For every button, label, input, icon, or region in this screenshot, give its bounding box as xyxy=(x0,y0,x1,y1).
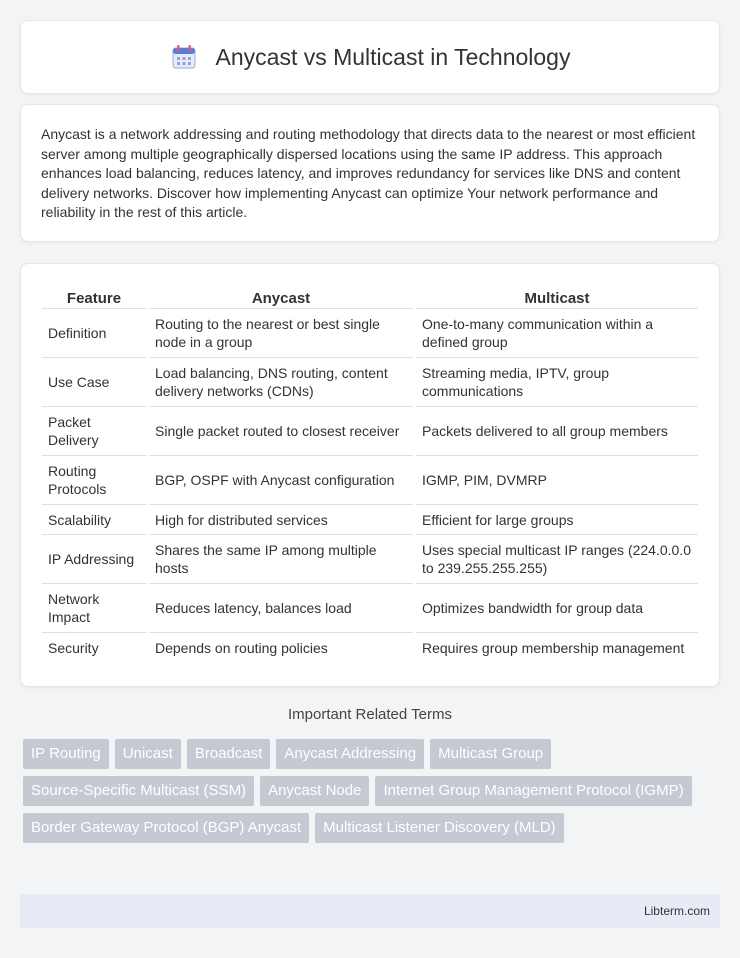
feature-cell: Security xyxy=(48,640,99,656)
anycast-cell: Single packet routed to closest receiver xyxy=(149,407,413,456)
feature-cell: Packet Delivery xyxy=(42,407,146,456)
tag-anycast-node[interactable]: Anycast Node xyxy=(260,776,369,806)
tag-mld[interactable]: Multicast Listener Discovery (MLD) xyxy=(315,813,564,843)
intro-text: Anycast is a network addressing and routing methodology that directs data to the nearest or most efficient server among multiple geographically dispersed locations using the same IP address. This approach enhances load balancing, reduces latency, and improves redundancy for services like DNS and content delivery networks. Discover how implementing Anycast can optimize Your network performance and reliability in the rest of this article. xyxy=(41,126,696,221)
multicast-cell: Packets delivered to all group members xyxy=(416,407,698,456)
feature-cell: Definition xyxy=(42,309,146,358)
table-row xyxy=(42,535,698,584)
anycast-cell: Reduces latency, balances load xyxy=(149,584,413,633)
title-card xyxy=(20,20,720,94)
tag-bgp-anycast[interactable]: Border Gateway Protocol (BGP) Anycast xyxy=(23,813,309,843)
page-title: Anycast vs Multicast in Technology xyxy=(215,43,571,70)
footer xyxy=(20,894,720,928)
intro-card xyxy=(20,104,720,242)
multicast-cell: Requires group membership management xyxy=(422,640,685,656)
tag-ip-routing[interactable]: IP Routing xyxy=(23,739,109,769)
table-row xyxy=(42,633,698,663)
anycast-cell: Routing to the nearest or best single node in a group xyxy=(149,309,413,358)
multicast-cell: Streaming media, IPTV, group communications xyxy=(416,358,698,407)
tag-ssm[interactable]: Source-Specific Multicast (SSM) xyxy=(23,776,254,806)
comparison-table xyxy=(39,282,701,663)
feature-cell: Scalability xyxy=(42,505,146,535)
anycast-cell: High for distributed services xyxy=(149,505,413,535)
table-header-row xyxy=(42,282,698,309)
multicast-cell: Efficient for large groups xyxy=(416,505,698,535)
multicast-cell: One-to-many communication within a defined group xyxy=(416,309,698,358)
table-row xyxy=(42,456,698,505)
table-row xyxy=(42,358,698,407)
multicast-cell: Optimizes bandwidth for group data xyxy=(416,584,698,633)
anycast-cell: Shares the same IP among multiple hosts xyxy=(149,535,413,584)
anycast-cell: Depends on routing policies xyxy=(155,640,328,656)
anycast-cell: Load balancing, DNS routing, content delivery networks (CDNs) xyxy=(149,358,413,407)
anycast-cell: BGP, OSPF with Anycast configuration xyxy=(149,456,413,505)
table-row xyxy=(42,309,698,358)
header-anycast: Anycast xyxy=(149,282,413,309)
feature-cell: Network Impact xyxy=(42,584,146,633)
multicast-cell: Uses special multicast IP ranges (224.0.0.0 to 239.255.255.255) xyxy=(416,535,698,584)
feature-cell: Use Case xyxy=(42,358,146,407)
tag-unicast[interactable]: Unicast xyxy=(115,739,181,769)
header-feature: Feature xyxy=(42,282,146,309)
table-row xyxy=(42,584,698,633)
tag-anycast-addressing[interactable]: Anycast Addressing xyxy=(276,739,424,769)
calendar-icon xyxy=(170,43,198,71)
tag-multicast-group[interactable]: Multicast Group xyxy=(430,739,551,769)
feature-cell: IP Addressing xyxy=(42,535,146,584)
footer-site-link[interactable]: Libterm.com xyxy=(643,904,710,918)
tag-broadcast[interactable]: Broadcast xyxy=(187,739,271,769)
table-row xyxy=(42,505,698,535)
related-terms-title: Important Related Terms xyxy=(288,706,452,723)
related-terms-list xyxy=(23,739,723,843)
header-multicast: Multicast xyxy=(416,282,698,309)
comparison-card xyxy=(20,263,720,687)
table-row xyxy=(42,407,698,456)
feature-cell: Routing Protocols xyxy=(42,456,146,505)
tag-igmp[interactable]: Internet Group Management Protocol (IGMP) xyxy=(375,776,691,806)
multicast-cell: IGMP, PIM, DVMRP xyxy=(416,456,698,505)
